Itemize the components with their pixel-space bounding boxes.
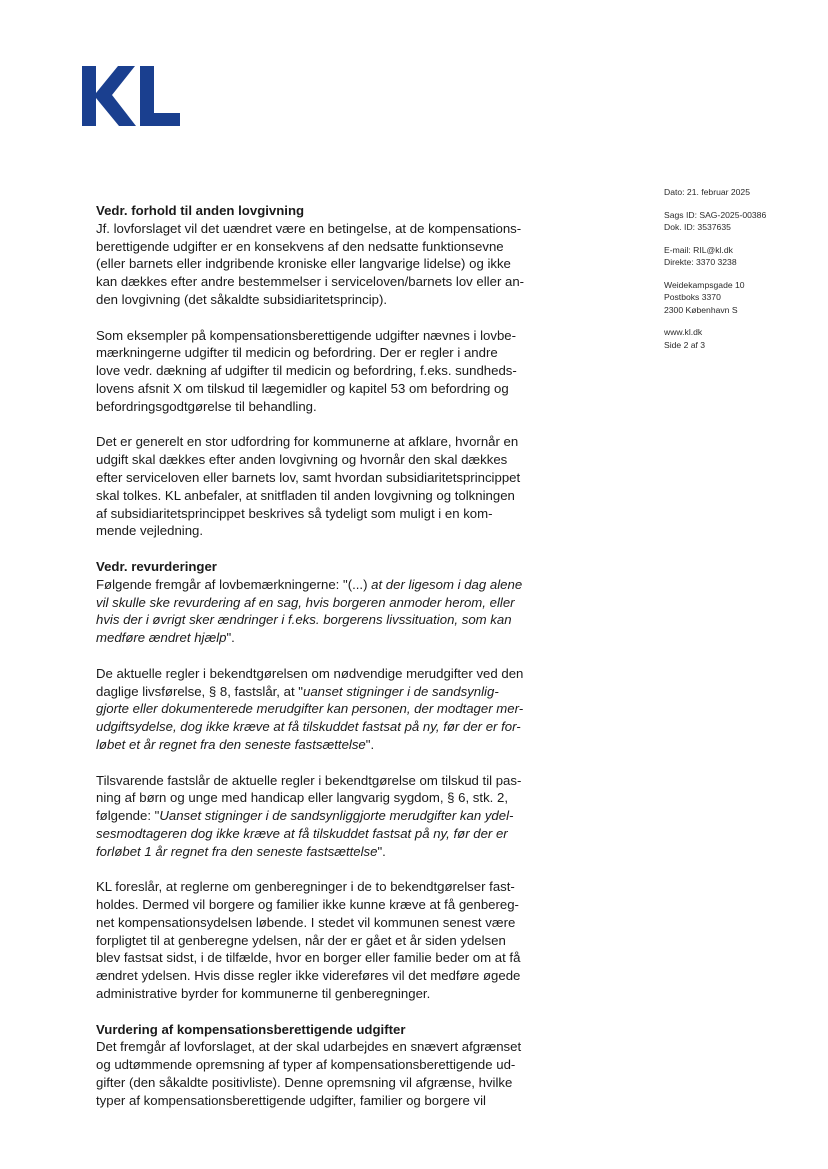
address-line-1: Weidekampsgade 10 xyxy=(664,279,745,290)
text-line: Det fremgår af lovforslaget, at der skal udarbejdes en snævert afgrænset xyxy=(96,1039,522,1055)
text-line: udgift skal dækkes efter anden lovgivning og hvornår den skal dækkes xyxy=(96,452,508,468)
text-line: ændret ydelsen. Hvis disse regler ikke videreføres vil det medføre øgede xyxy=(96,968,521,984)
text-run: ". xyxy=(365,736,375,752)
quote-text: at der ligesom i dag alene xyxy=(371,576,523,592)
text-line: Det er generelt en stor udfordring for kommunerne at afklare, hvornår en xyxy=(96,434,519,450)
text-line: ning af børn og unge med handicap eller langvarig sygdom, § 6, stk. 2, xyxy=(96,790,508,806)
text-line: forpligtet til at genberegne ydelsen, når der er gået et år siden ydelsen xyxy=(96,932,506,948)
sags-id: Sags ID: SAG-2025-00386 xyxy=(664,209,767,220)
text-line: KL foreslår, at reglerne om genberegninger i de to bekendtgørelser fast- xyxy=(96,879,515,895)
text-line: lovens afsnit X om tilskud til lægemidler og kapitel 53 om befordring og xyxy=(96,380,509,396)
text-run: daglige livsførelse, § 8, fastslår, at " xyxy=(96,683,303,699)
quote-text: udgiftsydelse, dog ikke kræve at få tilskuddet fastsat på ny, før der er for- xyxy=(96,719,521,735)
text-line xyxy=(96,629,556,647)
text-run: ". xyxy=(226,630,235,646)
letter-metadata xyxy=(664,186,814,361)
text-line: administrative byrder for kommunerne til genberegninger. xyxy=(96,986,431,1002)
text-line: holdes. Dermed vil borgere og familier ikke kunne kræve at få genbereg- xyxy=(96,897,519,913)
date: Dato: 21. februar 2025 xyxy=(664,187,750,197)
text-line: Jf. lovforslaget vil det uændret være en betingelse, at de kompensations- xyxy=(96,220,522,236)
paragraph xyxy=(96,327,556,416)
paragraph xyxy=(96,665,556,754)
section-heading: Vedr. forhold til anden lovgivning xyxy=(96,203,305,218)
text-line: kan dækkes efter andre bestemmelser i serviceloven/barnets lov eller an- xyxy=(96,274,525,290)
address-group xyxy=(664,279,814,317)
paragraph xyxy=(96,772,556,861)
text-line: Tilsvarende fastslår de aktuelle regler i bekendtgørelse om tilskud til pas- xyxy=(96,772,522,788)
email: E-mail: RIL@kl.dk xyxy=(664,244,733,255)
section-heading: Vedr. revurderinger xyxy=(96,558,217,574)
text-line: gifter (den såkaldte positivliste). Denne opremsning vil afgrænse, hvilke xyxy=(96,1075,513,1091)
text-line: den lovgivning (det såkaldte subsidiaritetsprincip). xyxy=(96,291,388,307)
quote-text: sesmodtageren dog ikke kræve at få tilskuddet fastsat på ny, før der er xyxy=(96,825,508,841)
quote-text: medføre ændret hjælp xyxy=(96,630,227,646)
letter-body xyxy=(96,202,556,1127)
website: www.kl.dk xyxy=(664,327,703,337)
paragraph xyxy=(96,220,556,309)
text-line: mærkningerne udgifter til medicin og befordring. Der er regler i andre xyxy=(96,345,498,361)
text-line: blev fastsat sidst, i de tilfælde, hvor en borger eller familie beder om at få xyxy=(96,950,521,966)
text-line: efter serviceloven eller barnets lov, samt hvordan subsidiaritetsprincippet xyxy=(96,469,521,485)
quote-text: gjorte eller dokumenterede merudgifter kan personen, der modtager mer- xyxy=(96,701,524,717)
section-other-legislation xyxy=(96,202,556,309)
text-line xyxy=(96,843,556,861)
text-line xyxy=(96,807,556,825)
kl-logo-mark xyxy=(82,66,180,126)
text-line: berettigende udgifter er en konsekvens af den nedsatte funktionsevne xyxy=(96,238,504,254)
quote-text: forløbet 1 år regnet fra den seneste fastsættelse xyxy=(96,843,378,859)
paragraph xyxy=(96,433,556,540)
section-revaluations xyxy=(96,558,556,647)
paragraph xyxy=(96,576,556,647)
text-line: Som eksempler på kompensationsberettigende udgifter nævnes i lovbe- xyxy=(96,327,517,343)
text-line: befordringsgodtgørelse til behandling. xyxy=(96,398,317,414)
quote-text: Uanset stigninger i de sandsynliggjorte merudgifter kan ydel- xyxy=(159,808,514,824)
section-heading: Vurdering af kompensationsberettigende udgifter xyxy=(96,1021,406,1037)
kl-logo xyxy=(82,66,180,126)
text-line xyxy=(96,576,556,594)
web-group xyxy=(664,326,814,351)
paragraph xyxy=(96,878,556,1003)
text-line: skal tolkes. KL anbefaler, at snitfladen til anden lovgivning og tolkningen xyxy=(96,487,515,503)
address-line-3: 2300 København S xyxy=(664,304,738,315)
text-line: De aktuelle regler i bekendtgørelsen om nødvendige merudgifter ved den xyxy=(96,665,524,681)
page-number: Side 2 af 3 xyxy=(664,339,706,350)
text-line: typer af kompensationsberettigende udgifter, familier og borgere vil xyxy=(96,1092,486,1108)
text-run: ". xyxy=(377,843,386,859)
quote-text: uanset stigninger i de sandsynlig- xyxy=(302,683,499,699)
dok-id: Dok. ID: 3537635 xyxy=(664,222,731,232)
text-run: følgende: " xyxy=(96,808,160,824)
paragraph xyxy=(96,1038,556,1109)
text-run: Følgende fremgår af lovbemærkningerne: "(...) xyxy=(96,576,372,592)
quote-text: løbet et år regnet fra den seneste fastsættelse xyxy=(96,736,366,752)
text-line: af subsidiaritetsprincippet beskrives så tydeligt som muligt i en kom- xyxy=(96,505,493,521)
text-line: mende vejledning. xyxy=(96,523,204,539)
text-line: og udtømmende opremsning af typer af kompensationsberettigende ud- xyxy=(96,1057,516,1073)
ids-group xyxy=(664,209,814,234)
section-compensation-assessment xyxy=(96,1021,556,1110)
date-group xyxy=(664,186,814,199)
text-line xyxy=(96,736,556,754)
text-line: net kompensationsydelsen løbende. I stedet vil kommunen senest være xyxy=(96,914,516,930)
text-line xyxy=(96,683,556,701)
address-line-2: Postboks 3370 xyxy=(664,292,721,302)
text-line: love vedr. dækning af udgifter til medicin og befordring, f.eks. sundheds- xyxy=(96,363,517,379)
quote-text: hvis der i øvrigt sker ændringer i f.eks. borgerens livssituation, som kan xyxy=(96,612,512,628)
quote-text: vil skulle ske revurdering af en sag, hvis borgeren anmoder herom, eller xyxy=(96,594,515,610)
direct-phone: Direkte: 3370 3238 xyxy=(664,257,737,267)
contact-group xyxy=(664,244,814,269)
text-line: (eller barnets eller indgribende kroniske eller langvarige lidelse) og ikke xyxy=(96,256,511,272)
